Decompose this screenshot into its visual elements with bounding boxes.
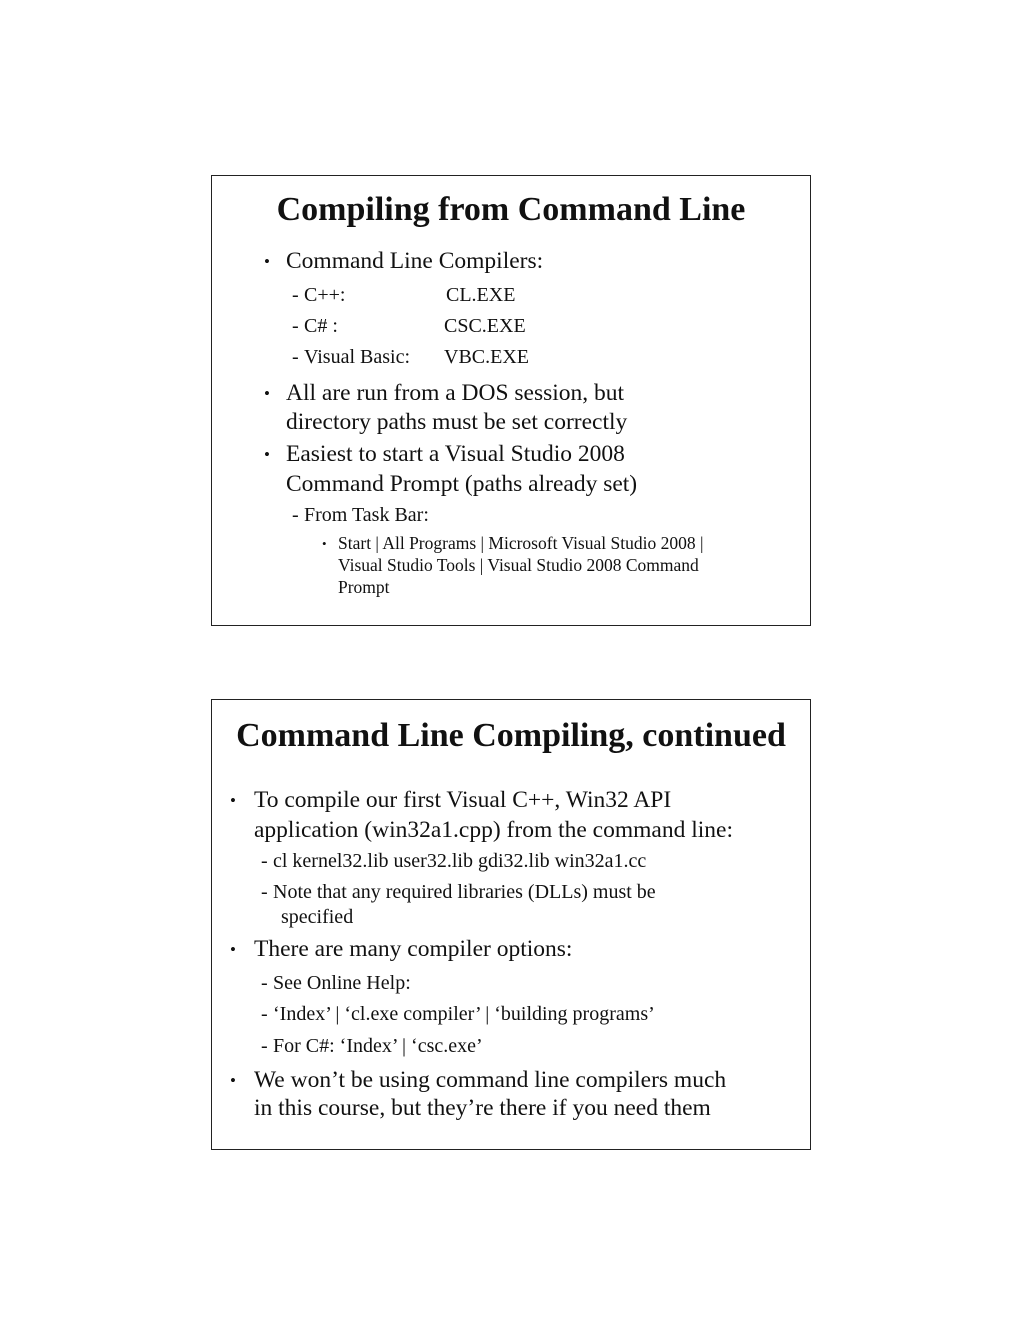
bullet-text: There are many compiler options: bbox=[254, 936, 573, 962]
bullet-icon: • bbox=[230, 1071, 236, 1090]
bullet-text: Command Line Compilers: bbox=[286, 248, 544, 274]
dash-icon: - bbox=[292, 284, 299, 306]
bullet-text-line2: in this course, but they’re there if you need them bbox=[254, 1095, 711, 1121]
dash-icon: - bbox=[261, 1035, 268, 1057]
dash-icon: - bbox=[261, 881, 268, 903]
slide-title: Compiling from Command Line bbox=[276, 191, 746, 228]
menu-path-line3: Prompt bbox=[338, 577, 390, 597]
sub-item-text: From Task Bar: bbox=[304, 504, 429, 526]
sub-item-text-line2: specified bbox=[281, 906, 354, 928]
compiler-executable: CL.EXE bbox=[446, 284, 516, 306]
sub-item-text: See Online Help: bbox=[273, 972, 411, 994]
dash-icon: - bbox=[292, 504, 299, 526]
dash-icon: - bbox=[261, 1003, 268, 1025]
menu-path-line2: Visual Studio Tools | Visual Studio 2008 Command bbox=[338, 555, 699, 575]
bullet-text-line2: application (win32a1.cpp) from the command line: bbox=[254, 817, 733, 843]
compiler-executable: CSC.EXE bbox=[444, 315, 526, 337]
bullet-text-line1: To compile our first Visual C++, Win32 API bbox=[254, 787, 672, 813]
bullet-text-line2: directory paths must be set correctly bbox=[286, 409, 628, 435]
bullet-icon: • bbox=[230, 940, 236, 959]
slide-compiling-from-command-line bbox=[211, 175, 811, 626]
dash-icon: - bbox=[292, 315, 299, 337]
bullet-icon: • bbox=[264, 445, 270, 464]
dash-icon: - bbox=[261, 972, 268, 994]
bullet-icon: • bbox=[264, 252, 270, 271]
bullet-text-line1: Easiest to start a Visual Studio 2008 bbox=[286, 441, 625, 467]
menu-path-line1: Start | All Programs | Microsoft Visual Studio 2008 | bbox=[338, 533, 704, 553]
slide-title: Command Line Compiling, continued bbox=[236, 717, 786, 754]
bullet-icon: • bbox=[322, 536, 327, 551]
sub-item-text: cl kernel32.lib user32.lib gdi32.lib win32a1.cc bbox=[273, 850, 647, 872]
bullet-text-line1: All are run from a DOS session, but bbox=[286, 380, 625, 406]
dash-icon: - bbox=[261, 850, 268, 872]
sub-item-text: ‘Index’ | ‘cl.exe compiler’ | ‘building programs’ bbox=[273, 1003, 655, 1025]
bullet-text-line2: Command Prompt (paths already set) bbox=[286, 471, 638, 497]
sub-item-text: For C#: ‘Index’ | ‘csc.exe’ bbox=[273, 1035, 483, 1057]
dash-icon: - bbox=[292, 346, 299, 368]
bullet-icon: • bbox=[264, 384, 270, 403]
compiler-language: Visual Basic: bbox=[304, 346, 411, 368]
compiler-executable: VBC.EXE bbox=[444, 346, 529, 368]
compiler-language: C++: bbox=[304, 284, 346, 306]
bullet-text-line1: We won’t be using command line compilers much bbox=[254, 1067, 727, 1093]
slide-command-line-compiling-continued bbox=[211, 699, 811, 1150]
bullet-icon: • bbox=[230, 791, 236, 810]
sub-item-text-line1: Note that any required libraries (DLLs) must be bbox=[273, 881, 656, 903]
compiler-language: C# : bbox=[304, 315, 338, 337]
